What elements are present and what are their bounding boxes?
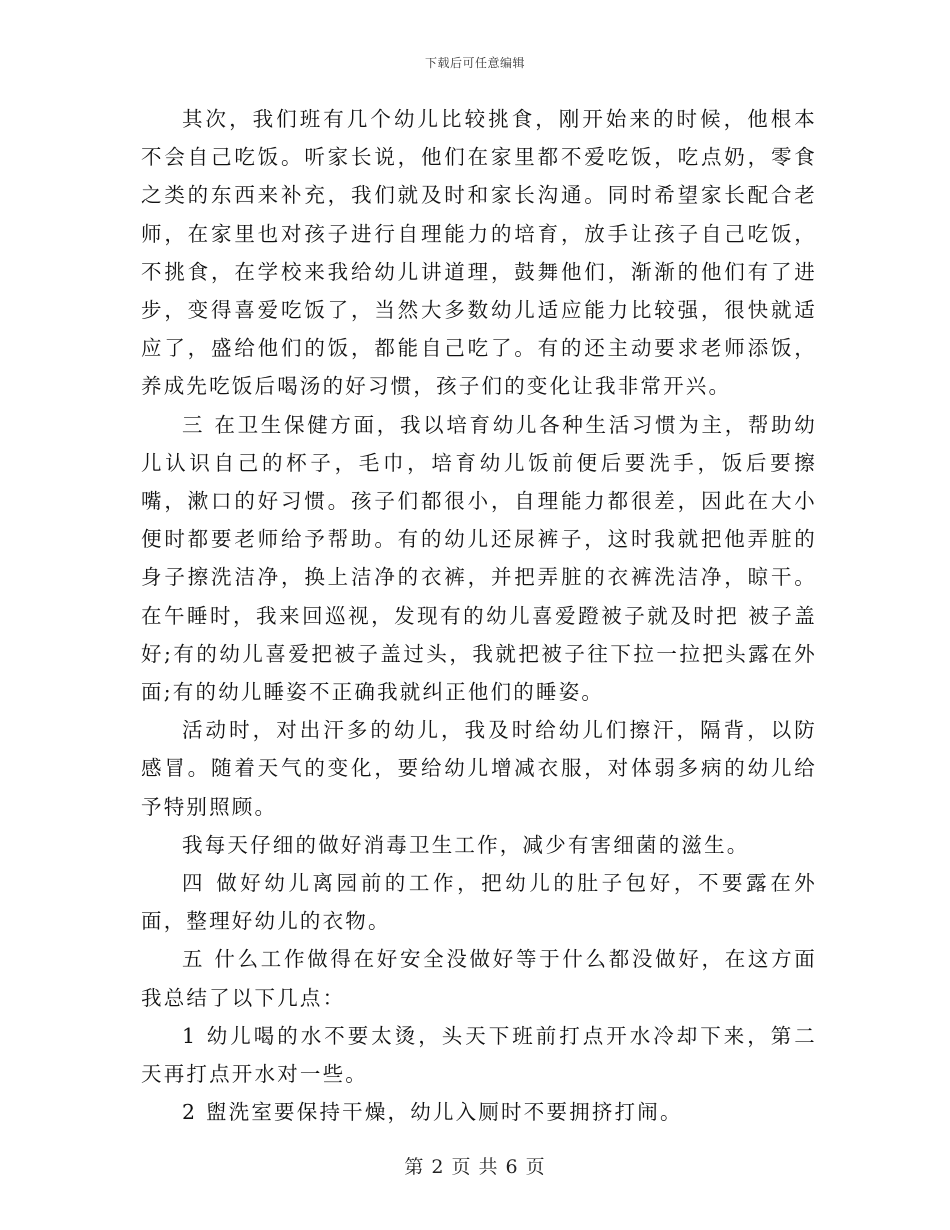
paragraph-safety-point-1: 1 幼儿喝的水不要太烫，头天下班前打点开水冷却下来，第二天再打点开水对一些。 (141, 1023, 817, 1087)
paragraph-activity-sweat: 活动时，对出汗多的幼儿，我及时给幼儿们擦汗，隔背，以防感冒。随着天气的变化，要给幼儿增减衣服，对体弱多病的幼儿给予特别照顾。 (141, 718, 817, 819)
paragraph-departure: 四 做好幼儿离园前的工作，把幼儿的肚子包好，不要露在外面，整理好幼儿的衣物。 (141, 871, 817, 934)
paragraph-hygiene-care: 三 在卫生保健方面，我以培育幼儿各种生活习惯为主，帮助幼儿认识自己的杯子，毛巾，培育幼儿饭前便后要洗手，饭后要擦嘴，漱口的好习惯。孩子们都很小，自理能力都很差，因此在大小便时都要老师给予帮助。有的幼儿还尿裤子，这时我就把他弄脏的身子擦洗洁净，换上洁净的衣裤，并把弄脏的衣裤洗洁净，晾干。在午睡时，我来回巡视，发现有的幼儿喜爱蹬被子就及时把 被子盖好;有的幼儿喜爱把被子盖过头，我就把被子往下拉一拉把头露在外面;有的幼儿睡姿不正确我就纠正他们的睡姿。 (141, 412, 817, 705)
page-number: 第 2 页 共 6 页 (404, 1156, 546, 1178)
paragraph-safety-point-2: 2 盥洗室要保持干燥，幼儿入厕时不要拥挤打闹。 (182, 1100, 683, 1125)
paragraph-disinfection: 我每天仔细的做好消毒卫生工作，减少有害细菌的滋生。 (182, 832, 750, 857)
document-body (141, 100, 817, 1131)
paragraph-picky-eaters: 其次，我们班有几个幼儿比较挑食，刚开始来的时候，他根本不会自己吃饭。听家长说，他们在家里都不爱吃饭，吃点奶，零食之类的东西来补充，我们就及时和家长沟通。同时希望家长配合老师，在家里也对孩子进行自理能力的培育，放手让孩子自己吃饭，不挑食，在学校来我给幼儿讲道理，鼓舞他们，渐渐的他们有了进步，变得喜爱吃饭了，当然大多数幼儿适应能力比较强，很快就适应了，盛给他们的饭，都能自己吃了。有的还主动要求老师添饭，养成先吃饭后喝汤的好习惯，孩子们的变化让我非常开兴。 (141, 107, 817, 399)
paragraph-safety-summary: 五 什么工作做得在好安全没做好等于什么都没做好，在这方面我总结了以下几点： (141, 947, 817, 1010)
page-header: 下载后可任意编辑 (424, 56, 525, 70)
